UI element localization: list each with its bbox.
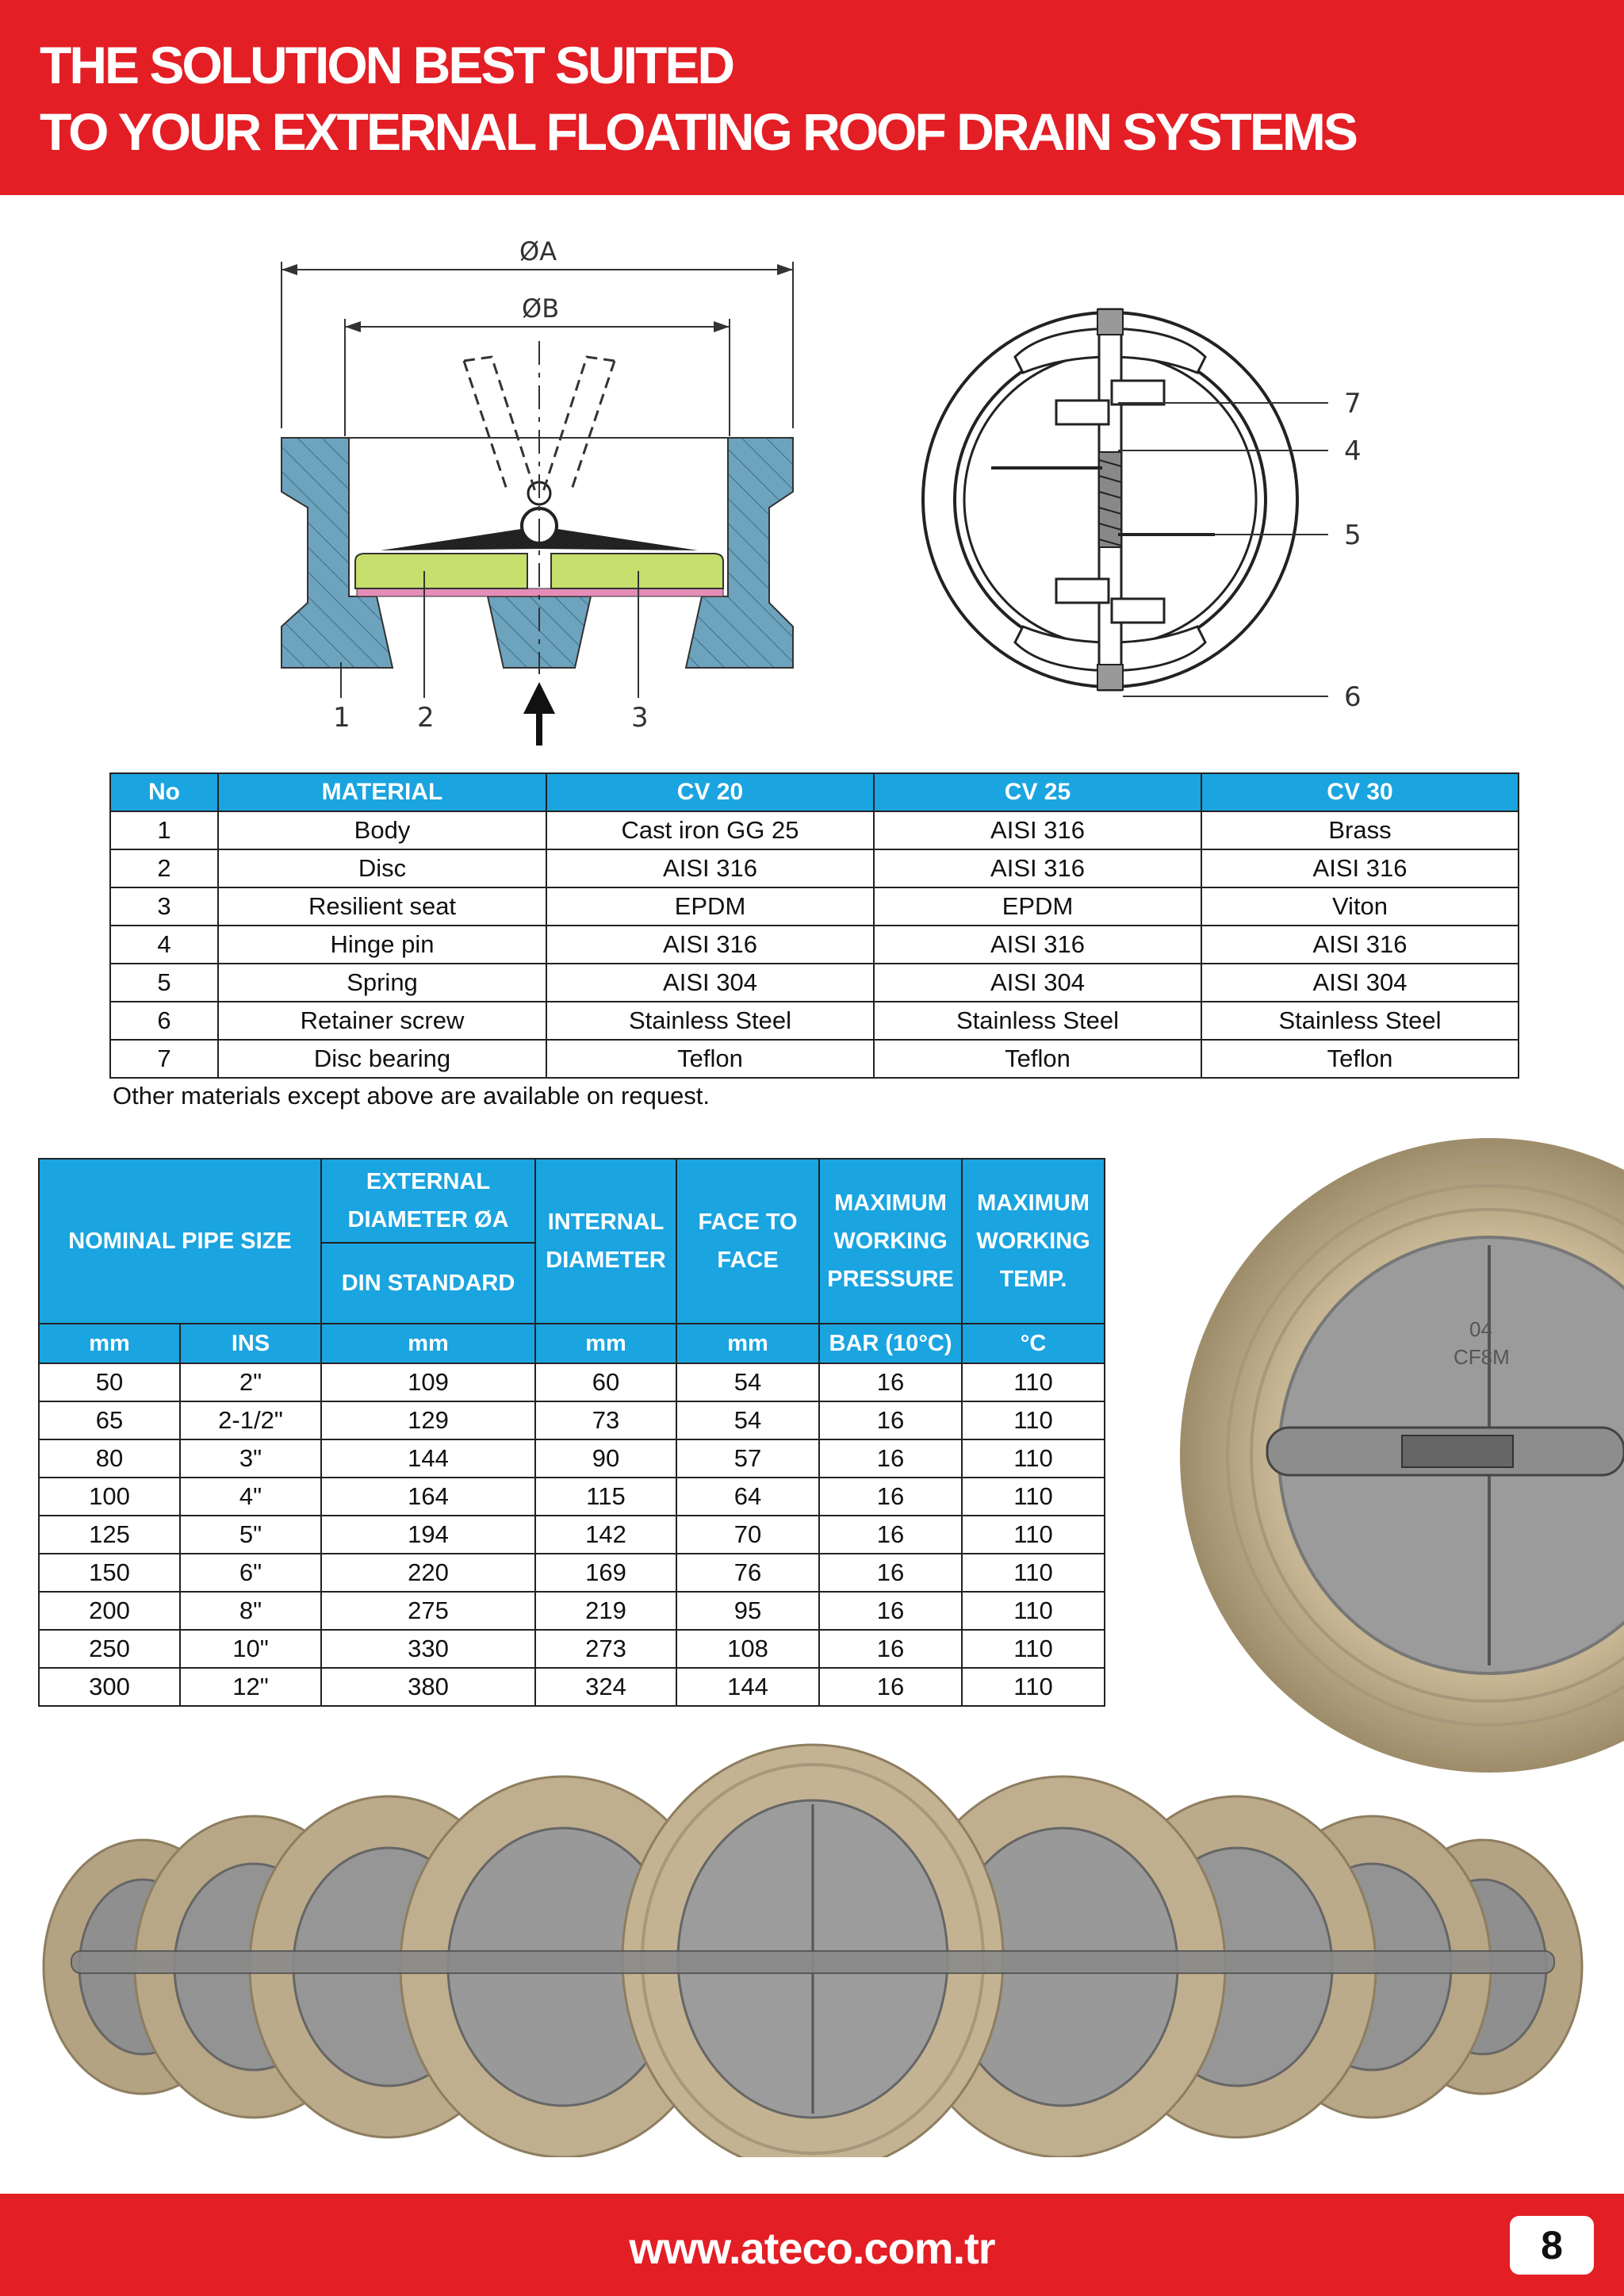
col-header-cv30: CV 30 (1201, 773, 1519, 811)
unit-ext-mm: mm (321, 1324, 535, 1363)
table-row: 65 2-1/2" 129 73 54 16 110 (39, 1401, 1105, 1439)
table-row: 5 Spring AISI 304 AISI 304 AISI 304 (110, 964, 1519, 1002)
callout-4: 4 (1344, 435, 1362, 467)
valve-front-diagram (904, 293, 1396, 722)
unit-mm: mm (39, 1324, 180, 1363)
table-row: 300 12" 380 324 144 16 110 (39, 1668, 1105, 1706)
valve-photo-large (1172, 1134, 1624, 1777)
unit-bar: BAR (10°C) (819, 1324, 962, 1363)
materials-note: Other materials except above are available on request. (113, 1082, 710, 1110)
table-row: 80 3" 144 90 57 16 110 (39, 1439, 1105, 1478)
callout-6: 6 (1344, 681, 1362, 713)
table-row: 125 5" 194 142 70 16 110 (39, 1516, 1105, 1554)
col-header-din: DIN STANDARD (321, 1243, 535, 1324)
unit-celsius: °C (962, 1324, 1105, 1363)
col-header-pressure: MAXIMUM WORKING PRESSURE (819, 1159, 962, 1324)
callout-1: 1 (333, 702, 350, 734)
unit-int-mm: mm (535, 1324, 676, 1363)
table-row: 100 4" 164 115 64 16 110 (39, 1478, 1105, 1516)
footer-banner (0, 2194, 1624, 2296)
photo-stamp-top: 04 (1469, 1317, 1492, 1341)
dim-a-label: ØA (519, 236, 557, 266)
col-header-face: FACE TO FACE (676, 1159, 819, 1324)
col-header-material: MATERIAL (218, 773, 546, 811)
table-row: 250 10" 330 273 108 16 110 (39, 1630, 1105, 1668)
table-row: 7 Disc bearing Teflon Teflon Teflon (110, 1040, 1519, 1078)
title-line-1: THE SOLUTION BEST SUITED (40, 36, 733, 94)
col-header-external: EXTERNAL DIAMETER ØA (321, 1159, 535, 1243)
col-header-nominal: NOMINAL PIPE SIZE (39, 1159, 321, 1324)
col-header-internal: INTERNAL DIAMETER (535, 1159, 676, 1324)
unit-ins: INS (180, 1324, 321, 1363)
header-banner (0, 0, 1624, 195)
col-header-no: No (110, 773, 218, 811)
table-row: 2 Disc AISI 316 AISI 316 AISI 316 (110, 849, 1519, 887)
table-row: 1 Body Cast iron GG 25 AISI 316 Brass (110, 811, 1519, 849)
materials-table (109, 772, 1519, 1079)
table-row: 200 8" 275 219 95 16 110 (39, 1592, 1105, 1630)
dimensions-table (38, 1158, 1105, 1707)
table-row: 150 6" 220 169 76 16 110 (39, 1554, 1105, 1592)
dim-b-label: ØB (522, 293, 560, 324)
col-header-temp: MAXIMUM WORKING TEMP. (962, 1159, 1105, 1324)
unit-face-mm: mm (676, 1324, 819, 1363)
page-number: 8 (1510, 2216, 1594, 2275)
col-header-cv20: CV 20 (546, 773, 874, 811)
title-line-2: TO YOUR EXTERNAL FLOATING ROOF DRAIN SYSTEMS (40, 102, 1356, 161)
table-row: 4 Hinge pin AISI 316 AISI 316 AISI 316 (110, 926, 1519, 964)
callout-5: 5 (1344, 519, 1362, 551)
table-row: 6 Retainer screw Stainless Steel Stainless Steel Stainless Steel (110, 1002, 1519, 1040)
table-row: 50 2" 109 60 54 16 110 (39, 1363, 1105, 1401)
callout-7: 7 (1344, 388, 1362, 420)
table-row: 3 Resilient seat EPDM EPDM Viton (110, 887, 1519, 926)
valve-section-diagram (262, 230, 817, 753)
col-header-cv25: CV 25 (874, 773, 1201, 811)
valve-lineup-photo (24, 1729, 1602, 2157)
callout-3: 3 (631, 702, 649, 734)
callout-2: 2 (417, 702, 435, 734)
photo-stamp-top-material: CF8M (1454, 1345, 1510, 1369)
website-url[interactable]: www.ateco.com.tr (629, 2223, 995, 2273)
